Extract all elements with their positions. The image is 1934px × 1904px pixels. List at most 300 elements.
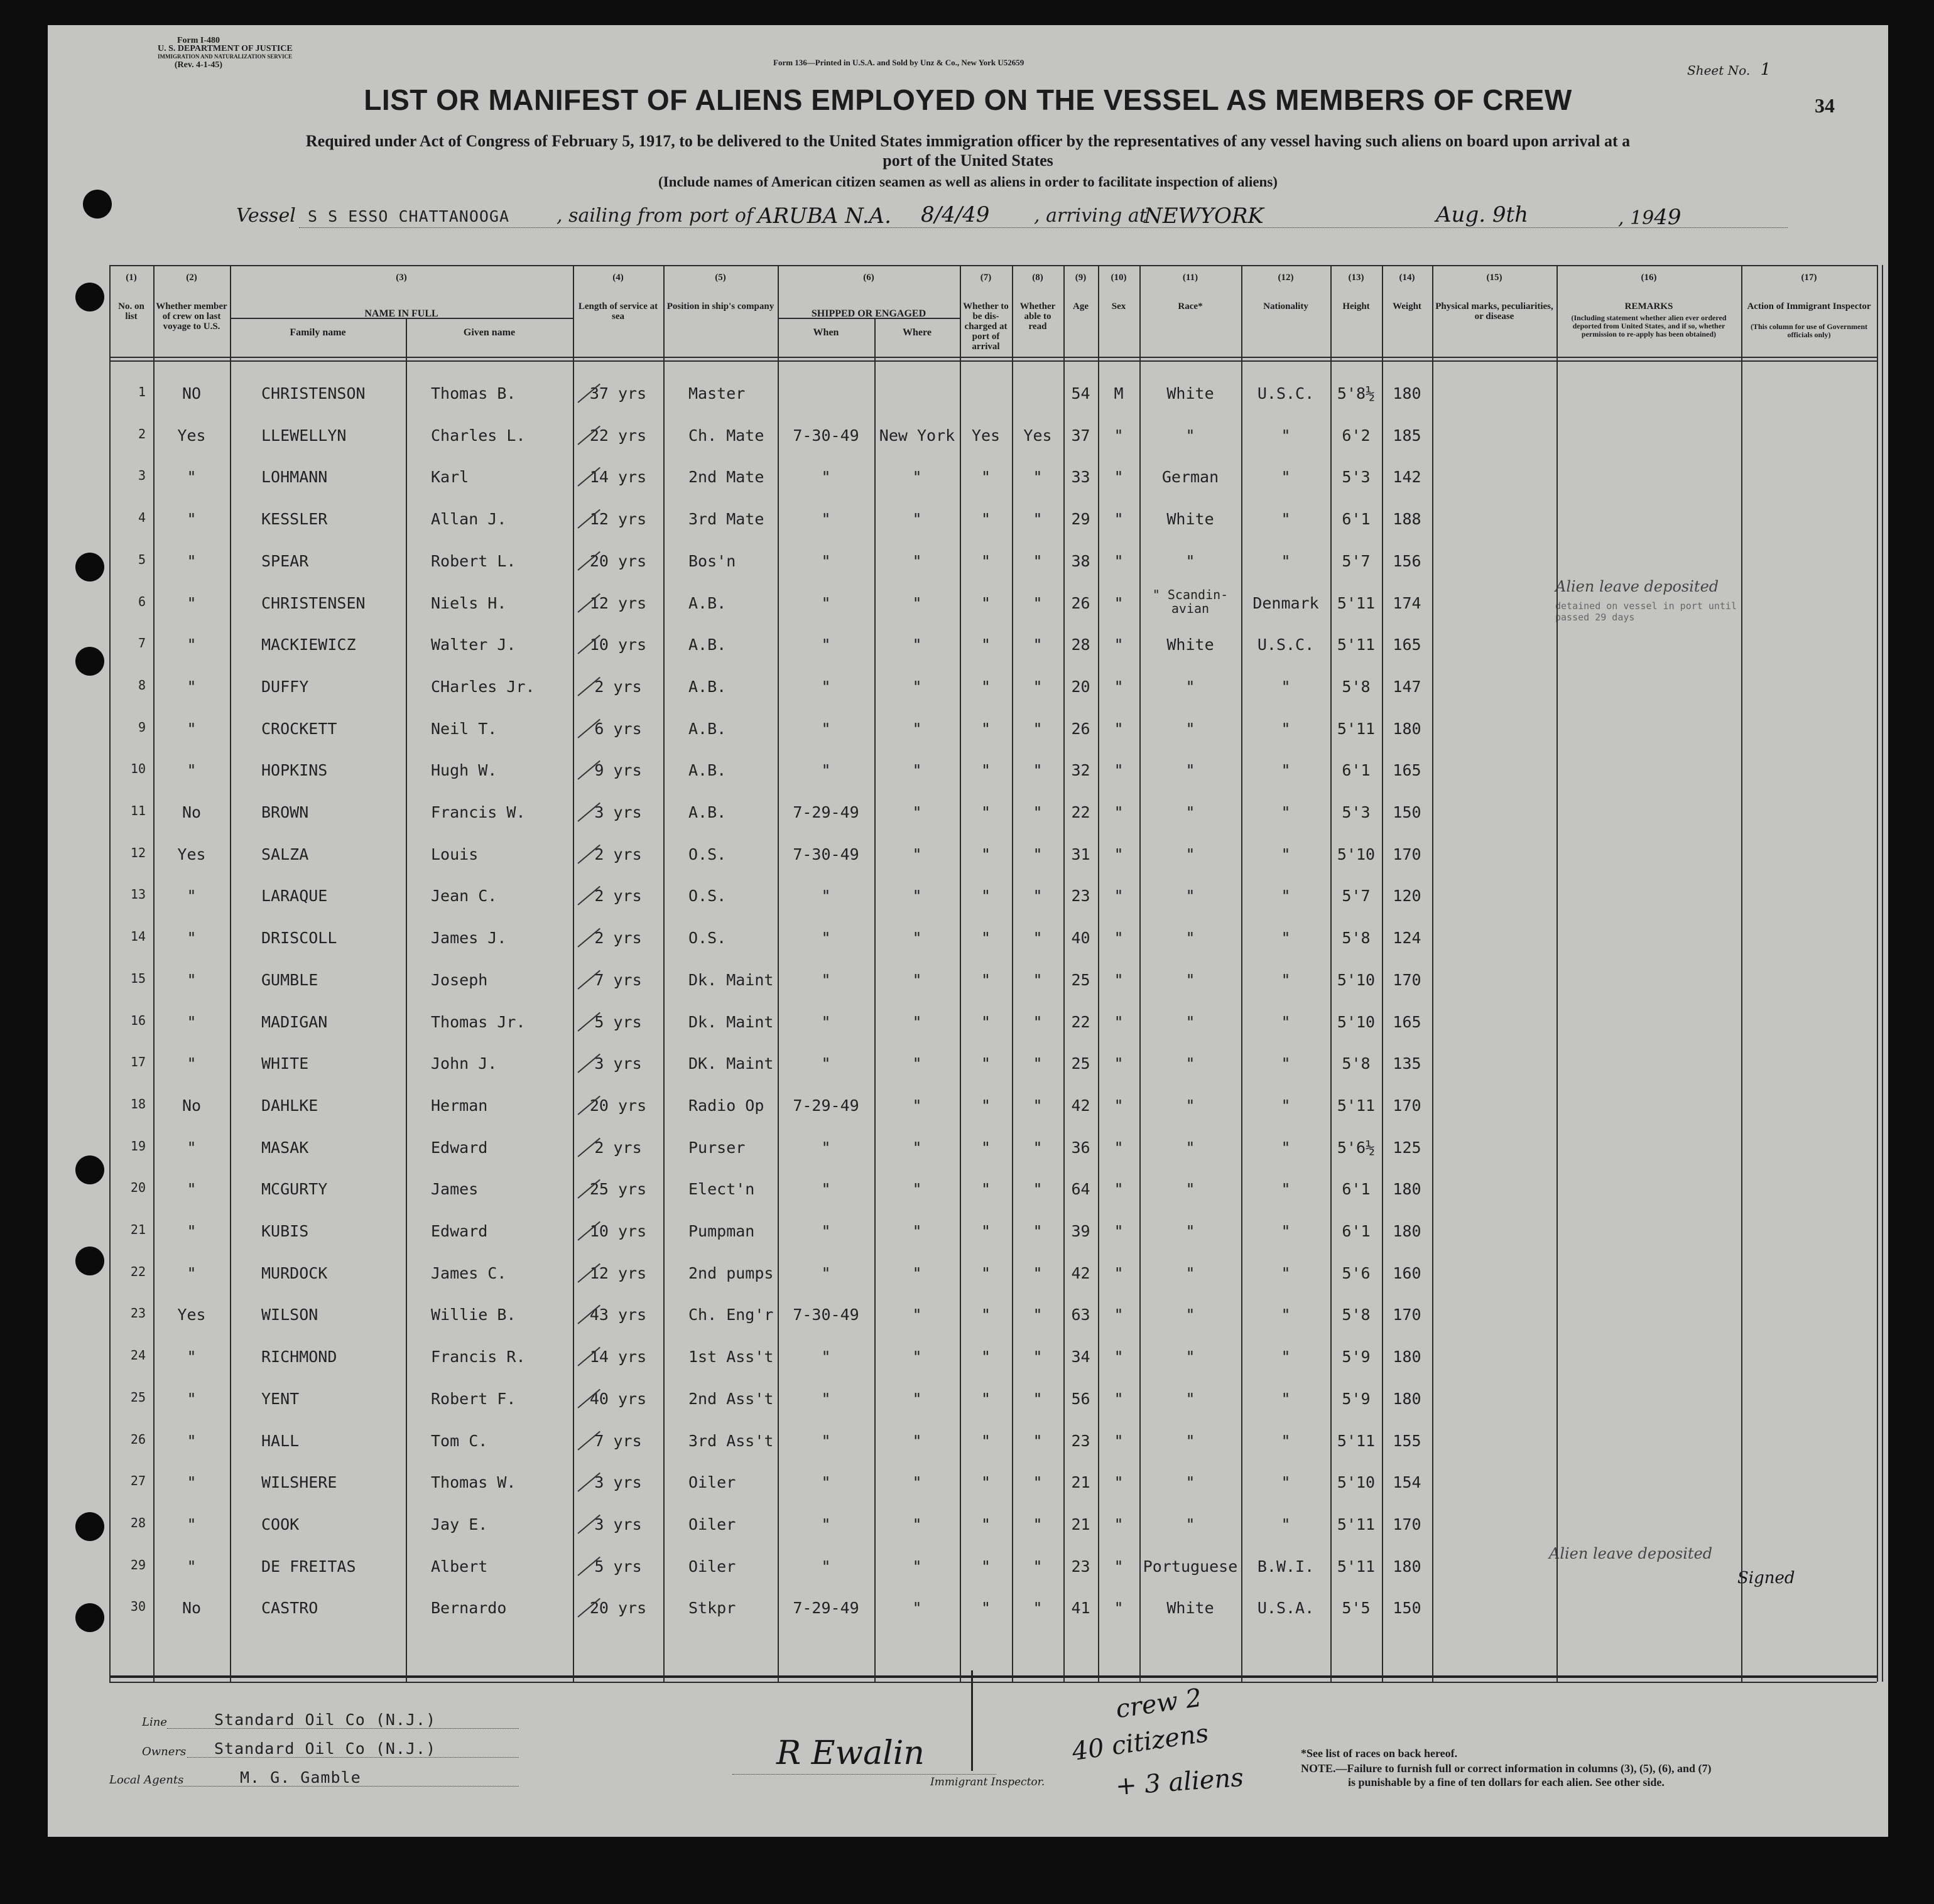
cell-nat: " [1281, 803, 1291, 821]
cell-sex: " [1114, 1138, 1124, 1157]
cell-age: 25 [1071, 970, 1090, 989]
cell-read: " [1033, 1306, 1043, 1324]
cell-last: " [187, 1473, 197, 1492]
cell-last: " [187, 593, 197, 612]
cell-where: " [912, 1012, 922, 1031]
cell-height: 5'10 [1337, 1473, 1376, 1492]
cell-no: 26 [130, 1431, 146, 1447]
cell-read: " [1033, 970, 1043, 989]
service-name: IMMIGRATION AND NATURALIZATION SERVICE [158, 53, 292, 60]
cell-service: 2 yrs [594, 845, 642, 863]
col-13-header: Height [1342, 301, 1370, 311]
col-17-header: Action of Immigrant Inspector [1747, 301, 1871, 311]
year-prefix: , 19 [1618, 207, 1654, 229]
cell-age: 31 [1071, 845, 1090, 863]
cell-weight: 180 [1393, 1180, 1421, 1199]
cell-given: Robert F. [431, 1389, 516, 1408]
cell-age: 26 [1071, 593, 1090, 612]
cell-nat: " [1281, 929, 1291, 948]
inspector-label: Immigrant Inspector. [930, 1776, 1045, 1788]
cell-when: " [821, 1431, 831, 1450]
cell-when: " [821, 761, 831, 780]
cell-no: 8 [138, 677, 146, 693]
cell-where: " [912, 677, 922, 696]
cell-family: HOPKINS [261, 761, 328, 780]
line-label: Line [142, 1716, 167, 1729]
cell-sex: " [1114, 593, 1124, 612]
cell-no: 14 [130, 929, 146, 944]
cell-where: " [912, 1096, 922, 1115]
cell-race: " [1185, 426, 1195, 445]
col-9-header: Age [1073, 301, 1089, 311]
cell-read: " [1033, 1138, 1043, 1157]
cell-where: " [912, 1431, 922, 1450]
cell-where: " [912, 970, 922, 989]
form-number: Form I-480 [177, 36, 220, 45]
cell-last: Yes [177, 845, 206, 863]
cell-sex: " [1114, 468, 1124, 487]
cell-position: Dk. Maint [688, 970, 774, 989]
cell-no: 15 [130, 970, 146, 986]
cell-read: " [1033, 803, 1043, 821]
cell-when: " [821, 1389, 831, 1408]
cell-height: 6'1 [1342, 1222, 1371, 1240]
cell-position: A.B. [688, 593, 727, 612]
cell-position: A.B. [688, 677, 727, 696]
cell-disch: " [981, 845, 991, 863]
cell-read: " [1033, 677, 1043, 696]
cell-position: O.S. [688, 887, 727, 906]
cell-read: " [1033, 468, 1043, 487]
cell-last: " [187, 1389, 197, 1408]
cell-nat: " [1281, 426, 1291, 445]
cell-service: 20 yrs [589, 1599, 647, 1618]
cell-given: Thomas Jr. [431, 1012, 526, 1031]
cell-where: " [912, 1306, 922, 1324]
cell-disch: " [981, 1222, 991, 1240]
cell-family: MADIGAN [261, 1012, 328, 1031]
cell-disch: " [981, 970, 991, 989]
table-rule [1432, 265, 1433, 1682]
cell-service: 20 yrs [589, 551, 647, 570]
cell-age: 37 [1071, 426, 1090, 445]
cell-given: James [431, 1180, 479, 1199]
cell-weight: 180 [1393, 1222, 1421, 1240]
cell-sex: " [1114, 1389, 1124, 1408]
cell-position: Bos'n [688, 551, 736, 570]
cell-service: 20 yrs [589, 1096, 647, 1115]
cell-disch: " [981, 1096, 991, 1115]
cell-weight: 165 [1393, 1012, 1421, 1031]
cell-read: " [1033, 1557, 1043, 1576]
cell-nat: B.W.I. [1257, 1557, 1315, 1576]
cell-weight: 154 [1393, 1473, 1421, 1492]
cell-sex: " [1114, 1348, 1124, 1366]
punch-hole [75, 647, 104, 676]
cell-sex: " [1114, 636, 1124, 654]
cell-when: " [821, 1180, 831, 1199]
table-rule [109, 265, 1877, 266]
cell-read: " [1033, 887, 1043, 906]
cell-last: Yes [177, 426, 206, 445]
department-name: U. S. DEPARTMENT OF JUSTICE [158, 44, 293, 53]
cell-disch: " [981, 1515, 991, 1533]
cell-position: Stkpr [688, 1599, 736, 1618]
cell-height: 5'10 [1337, 1012, 1376, 1031]
cell-disch: " [981, 719, 991, 738]
cell-nat: " [1281, 1306, 1291, 1324]
cell-position: A.B. [688, 719, 727, 738]
cell-last: " [187, 970, 197, 989]
cell-height: 5'10 [1337, 845, 1376, 863]
cell-nat: " [1281, 551, 1291, 570]
cell-service: 3 yrs [594, 803, 642, 821]
col-16-subheader: (Including statement whether alien ever ordered deported from United States, and if so, whether permission to re-apply has been obtained) [1571, 313, 1727, 338]
cell-given: Edward [431, 1222, 488, 1240]
cell-sex: " [1114, 551, 1124, 570]
cell-position: Oiler [688, 1473, 736, 1492]
cell-service: 10 yrs [589, 636, 647, 654]
cell-where: " [912, 1599, 922, 1618]
cell-nat: " [1281, 1096, 1291, 1115]
penalty-note-1: NOTE.—Failure to furnish full or correct information in columns (3), (5), (6), and (7) [1301, 1762, 1712, 1775]
cell-disch: " [981, 1557, 991, 1576]
cell-when: " [821, 719, 831, 738]
cell-given: Robert L. [431, 551, 516, 570]
cell-height: 6'2 [1342, 426, 1371, 445]
cell-weight: 170 [1393, 970, 1421, 989]
cell-service: 3 yrs [594, 1515, 642, 1533]
cell-race: " [1185, 1473, 1195, 1492]
cell-family: DE FREITAS [261, 1557, 356, 1576]
table-rule [109, 357, 1877, 358]
cell-no: 4 [138, 510, 146, 526]
remarks-row-5: Alien leave deposited [1555, 578, 1719, 595]
cell-given: Neil T. [431, 719, 497, 738]
col-14-header: Weight [1393, 301, 1421, 311]
cell-age: 23 [1071, 887, 1090, 906]
arrival-year [1618, 205, 1681, 230]
cell-last: " [187, 636, 197, 654]
cell-weight: 185 [1393, 426, 1421, 445]
cell-nat: " [1281, 1348, 1291, 1366]
cell-height: 5'11 [1337, 719, 1376, 738]
cell-weight: 125 [1393, 1138, 1421, 1157]
cell-read: " [1033, 1180, 1043, 1199]
cell-disch: " [981, 1599, 991, 1618]
table-rule [230, 265, 231, 1682]
cell-last: No [182, 803, 202, 821]
cell-nat: U.S.C. [1257, 384, 1315, 403]
cell-no: 7 [138, 636, 146, 651]
cell-age: 21 [1071, 1473, 1090, 1492]
col-4-number: (4) [612, 273, 624, 283]
citizens-count-note: 40 citizens [1070, 1719, 1210, 1766]
cell-weight: 147 [1393, 677, 1421, 696]
cell-weight: 170 [1393, 1096, 1421, 1115]
cell-last: " [187, 1054, 197, 1073]
punch-hole [75, 283, 104, 311]
cell-when: " [821, 1222, 831, 1240]
cell-service: 2 yrs [594, 1138, 642, 1157]
remarks-row-6-line1: detained on vessel in port until [1555, 600, 1737, 612]
cell-given: Karl [431, 468, 469, 487]
cell-last: " [187, 1348, 197, 1366]
cell-weight: 180 [1393, 384, 1421, 403]
arrival-date: Aug. 9th [1436, 202, 1529, 227]
cell-height: 5'7 [1342, 887, 1371, 906]
cell-service: 9 yrs [594, 761, 642, 780]
cell-disch: " [981, 929, 991, 948]
cell-disch: " [981, 677, 991, 696]
cell-no: 12 [130, 845, 146, 860]
cell-given: Thomas B. [431, 384, 516, 403]
cell-last: " [187, 468, 197, 487]
cell-nat: " [1281, 1180, 1291, 1199]
cell-last: " [187, 761, 197, 780]
cell-no: 23 [130, 1306, 146, 1321]
cell-service: 25 yrs [589, 1180, 647, 1199]
cell-sex: " [1114, 1515, 1124, 1533]
cell-given: Herman [431, 1096, 488, 1115]
cell-disch: " [981, 887, 991, 906]
cell-where: " [912, 1054, 922, 1073]
cell-no: 16 [130, 1012, 146, 1028]
cell-given: Walter J. [431, 636, 516, 654]
cell-where: " [912, 1389, 922, 1408]
cell-last: No [182, 1096, 202, 1115]
cell-race: " [1185, 845, 1195, 863]
cell-age: 28 [1071, 636, 1090, 654]
cell-age: 23 [1071, 1431, 1090, 1450]
cell-race: " [1185, 761, 1195, 780]
cell-family: DRISCOLL [261, 929, 337, 948]
cell-height: 5'10 [1337, 970, 1376, 989]
cell-where: " [912, 929, 922, 948]
cell-age: 25 [1071, 1054, 1090, 1073]
cell-no: 2 [138, 426, 146, 441]
cell-sex: " [1114, 1431, 1124, 1450]
cell-sex: " [1114, 1222, 1124, 1240]
cell-family: KESSLER [261, 510, 328, 529]
cell-last: No [182, 1599, 202, 1618]
cell-given: Albert [431, 1557, 488, 1576]
cell-no: 17 [130, 1054, 146, 1070]
vessel-name: S S ESSO CHATTANOOGA [308, 207, 510, 225]
cell-nat: U.S.C. [1257, 636, 1315, 654]
cell-position: Ch. Mate [688, 426, 764, 445]
cell-read: " [1033, 1012, 1043, 1031]
cell-nat: " [1281, 468, 1291, 487]
cell-position: Elect'n [688, 1180, 755, 1199]
cell-read: " [1033, 1096, 1043, 1115]
cell-where: " [912, 510, 922, 529]
remarks-row-6-line2: passed 29 days [1555, 612, 1635, 623]
col-12-number: (12) [1278, 273, 1294, 283]
col-6-number: (6) [863, 273, 874, 283]
cell-disch: " [981, 1431, 991, 1450]
cell-read: " [1033, 1348, 1043, 1366]
punch-hole [75, 1247, 104, 1275]
arriving-label: , arriving at [1034, 205, 1147, 227]
cell-read: " [1033, 510, 1043, 529]
cell-when: " [821, 1557, 831, 1576]
cell-nat: " [1281, 887, 1291, 906]
punch-hole [75, 553, 104, 581]
cell-family: BROWN [261, 803, 309, 821]
cell-service: 2 yrs [594, 677, 642, 696]
cell-race: White [1166, 510, 1214, 529]
cell-age: 64 [1071, 1180, 1090, 1199]
cell-nat: " [1281, 1389, 1291, 1408]
cell-race: " [1185, 1012, 1195, 1031]
cell-when: " [821, 510, 831, 529]
cell-service: 22 yrs [589, 426, 647, 445]
cell-weight: 155 [1393, 1431, 1421, 1450]
page-title: LIST OR MANIFEST OF ALIENS EMPLOYED ON THE VESSEL AS MEMBERS OF CREW [364, 84, 1572, 116]
cell-weight: 135 [1393, 1054, 1421, 1073]
cell-last: " [187, 510, 197, 529]
cell-when: " [821, 1348, 831, 1366]
cell-family: MASAK [261, 1138, 309, 1157]
col-11-number: (11) [1182, 273, 1198, 283]
cell-sex: " [1114, 510, 1124, 529]
cell-when: " [821, 551, 831, 570]
punch-hole [75, 1155, 104, 1184]
cell-position: 2nd Mate [688, 468, 764, 487]
cell-where: " [912, 887, 922, 906]
col-13-number: (13) [1348, 273, 1364, 283]
cell-where: " [912, 761, 922, 780]
cell-sex: " [1114, 1180, 1124, 1199]
cell-where: " [912, 845, 922, 863]
cell-race: " [1185, 970, 1195, 989]
cell-service: 37 yrs [589, 384, 647, 403]
cell-family: GUMBLE [261, 970, 318, 989]
cell-race: " [1185, 551, 1195, 570]
cell-nat: " [1281, 1054, 1291, 1073]
cell-position: Purser [688, 1138, 746, 1157]
cell-family: WILSHERE [261, 1473, 337, 1492]
cell-family: LARAQUE [261, 887, 328, 906]
cell-no: 25 [130, 1389, 146, 1405]
cell-nat: " [1281, 1431, 1291, 1450]
printer-line: Form 136—Printed in U.S.A. and Sold by Unz & Co., New York U52659 [773, 58, 1024, 67]
cell-age: 42 [1071, 1263, 1090, 1282]
cell-when: " [821, 1515, 831, 1533]
cell-given: Thomas W. [431, 1473, 516, 1492]
cell-where: " [912, 803, 922, 821]
cell-disch: " [981, 551, 991, 570]
cell-nat: " [1281, 1515, 1291, 1533]
cell-race: " [1185, 1054, 1195, 1073]
cell-read: " [1033, 551, 1043, 570]
cell-when: " [821, 1263, 831, 1282]
cell-sex: " [1114, 803, 1124, 821]
cell-age: 34 [1071, 1348, 1090, 1366]
cell-height: 5'11 [1337, 593, 1376, 612]
cell-race: " [1185, 803, 1195, 821]
cell-service: 7 yrs [594, 1431, 642, 1450]
col-10-header: Sex [1111, 301, 1126, 311]
cell-sex: " [1114, 929, 1124, 948]
races-note: *See list of races on back hereof. [1301, 1747, 1458, 1760]
cell-sex: " [1114, 1263, 1124, 1282]
cell-position: O.S. [688, 929, 727, 948]
cell-weight: 180 [1393, 1389, 1421, 1408]
cell-position: Oiler [688, 1557, 736, 1576]
table-rule [109, 1675, 1877, 1678]
cell-when: " [821, 929, 831, 948]
cell-position: 1st Ass't [688, 1348, 774, 1366]
cell-height: 6'1 [1342, 761, 1371, 780]
cell-when: " [821, 677, 831, 696]
cell-height: 5'3 [1342, 468, 1371, 487]
cell-no: 5 [138, 551, 146, 567]
cell-age: 42 [1071, 1096, 1090, 1115]
cell-sex: " [1114, 845, 1124, 863]
cell-family: DAHLKE [261, 1096, 318, 1115]
cell-race: " Scandin-avian [1152, 587, 1229, 616]
cell-read: " [1033, 1054, 1043, 1073]
cell-position: Radio Op [688, 1096, 764, 1115]
cell-race: " [1185, 929, 1195, 948]
cell-weight: 150 [1393, 1599, 1421, 1618]
cell-last: " [187, 677, 197, 696]
col-8-number: (8) [1032, 273, 1043, 283]
cell-when: 7-30-49 [793, 845, 859, 863]
cell-last: " [187, 1138, 197, 1157]
cell-read: Yes [1023, 426, 1052, 445]
cell-race: " [1185, 1389, 1195, 1408]
col-6-header: SHIPPED OR ENGAGED [811, 308, 926, 319]
cell-when: " [821, 1012, 831, 1031]
cell-no: 11 [130, 803, 146, 818]
cell-no: 21 [130, 1222, 146, 1237]
cell-when: 7-29-49 [793, 803, 859, 821]
cell-height: 5'6 [1342, 1263, 1371, 1282]
cell-service: 12 yrs [589, 510, 647, 529]
cell-position: Oiler [688, 1515, 736, 1533]
cell-read: " [1033, 1263, 1043, 1282]
col-10-number: (10) [1111, 273, 1127, 283]
col-7-header: Whether to be dis-charged at port of arrival [963, 301, 1009, 352]
form-id [158, 36, 293, 70]
subtitle-act: Required under Act of Congress of February 5, 1917, to be delivered to the United States immigration officer by the representatives of any vessel having such aliens on board upon arrival at a [305, 132, 1631, 150]
cell-last: " [187, 929, 197, 948]
cell-service: 3 yrs [594, 1473, 642, 1492]
cell-nat: " [1281, 1222, 1291, 1240]
cell-position: O.S. [688, 845, 727, 863]
cell-family: WHITE [261, 1054, 309, 1073]
cell-sex: " [1114, 1473, 1124, 1492]
cell-where: " [912, 551, 922, 570]
sailing-label: , sailing from port of [557, 205, 754, 227]
cell-read: " [1033, 1473, 1043, 1492]
cell-last: Yes [177, 1306, 206, 1324]
cell-when: " [821, 1054, 831, 1073]
inspector-signature: R Ewalin [776, 1734, 925, 1772]
cell-service: 6 yrs [594, 719, 642, 738]
cell-read: " [1033, 1599, 1043, 1618]
col-16-number: (16) [1641, 273, 1657, 283]
cell-race: " [1185, 1306, 1195, 1324]
cell-given: CHarles Jr. [431, 677, 535, 696]
cell-weight: 120 [1393, 887, 1421, 906]
cell-disch: " [981, 1473, 991, 1492]
cell-given: Bernardo [431, 1599, 507, 1618]
cell-where: " [912, 593, 922, 612]
